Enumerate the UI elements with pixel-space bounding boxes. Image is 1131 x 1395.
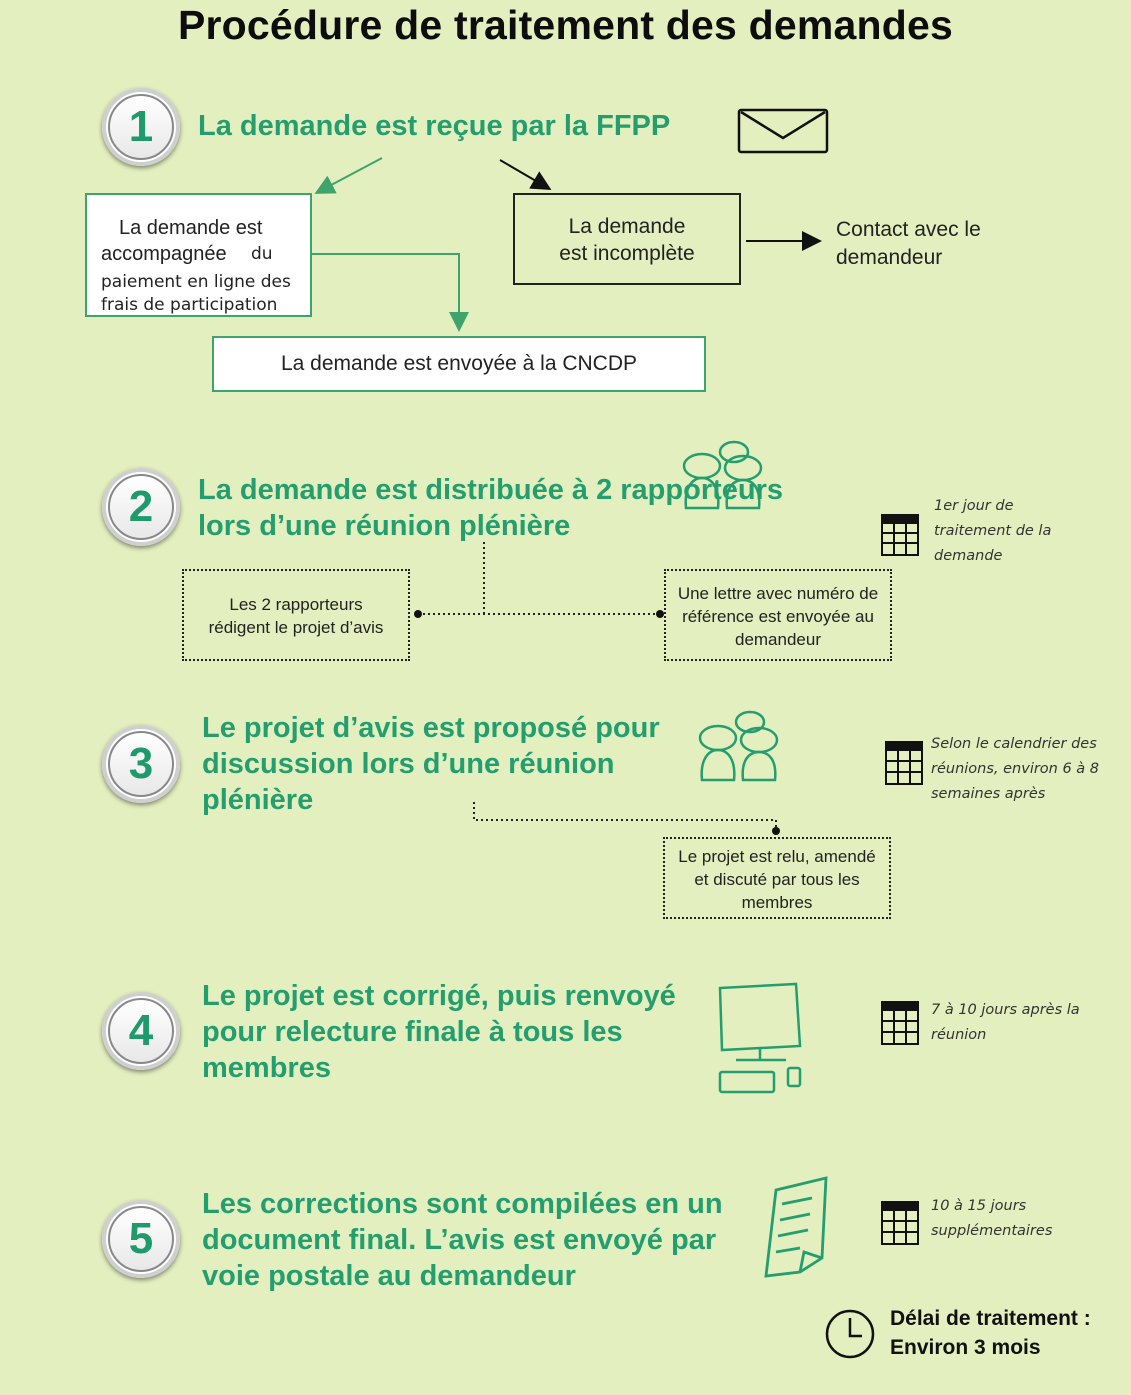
document-icon xyxy=(766,1178,826,1276)
calendar-icon xyxy=(882,1202,918,1244)
step-5-title: Les corrections sont compilées en un document final. L’avis est envoyé par voie postale au demandeur xyxy=(202,1188,723,1292)
box-sent-cncdp: La demande est envoyée à la CNCDP xyxy=(212,336,706,392)
step-badge-4: 4 xyxy=(102,992,180,1070)
note-step-2: 1er jour de traitement de la demande xyxy=(934,498,1052,564)
calendar-icon xyxy=(882,515,918,555)
delay-label: Délai de traitement : xyxy=(890,1307,1091,1330)
step-1-title: La demande est reçue par la FFPP xyxy=(198,110,671,142)
arrow-to-payment xyxy=(318,158,382,192)
page-title: Procédure de traitement des demandes xyxy=(177,2,954,48)
step-badge-1: 1 xyxy=(102,88,180,166)
step-badge-5: 5 xyxy=(102,1200,180,1278)
note-step-5: 10 à 15 jours supplémentaires xyxy=(931,1198,1053,1239)
box-review: Le projet est relu, amendé et discuté par tous les membres xyxy=(663,837,891,919)
arrow-to-cncdp xyxy=(312,254,459,328)
arrow-to-incomplete xyxy=(500,160,548,188)
calendar-icon xyxy=(882,1002,918,1044)
box-incomplete: La demande est incomplète xyxy=(513,193,741,285)
envelope-icon xyxy=(739,110,827,152)
step-badge-2: 2 xyxy=(102,468,180,546)
step-4-title: Le projet est corrigé, puis renvoyé pour relecture finale à tous les membres xyxy=(202,980,676,1084)
note-step-3: Selon le calendrier des réunions, environ 6 à 8 semaines après xyxy=(931,736,1100,802)
box-letter: Une lettre avec numéro de référence est envoyée au demandeur xyxy=(664,569,892,661)
delay-value: Environ 3 mois xyxy=(890,1336,1041,1359)
box-rapporteurs: Les 2 rapporteurs rédigent le projet d’avis xyxy=(182,569,410,661)
clock-icon xyxy=(827,1311,873,1357)
step-badge-3: 3 xyxy=(102,725,180,803)
step-3-title: Le projet d’avis est proposé pour discussion lors d’une réunion plénière xyxy=(202,712,660,816)
box-payment: La demande est accompagnée du paiement en ligne des frais de participation xyxy=(85,193,312,317)
step-2-title: La demande est distribuée à 2 rapporteurs lors d’une réunion plénière xyxy=(198,474,784,542)
people-icon xyxy=(700,712,777,780)
contact-text: Contact avec le demandeur xyxy=(836,218,981,269)
computer-icon xyxy=(720,984,800,1092)
calendar-icon xyxy=(886,742,922,784)
note-step-4: 7 à 10 jours après la réunion xyxy=(931,1002,1080,1043)
